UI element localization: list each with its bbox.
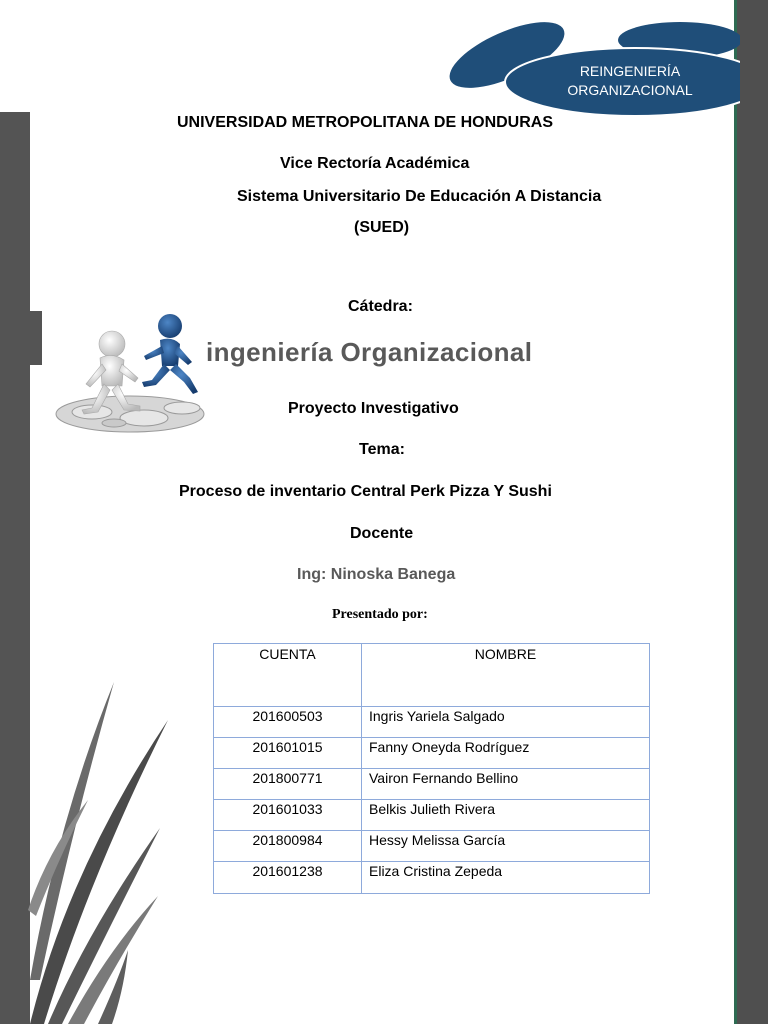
cell-cuenta: 201800984 [214,831,362,862]
cell-nombre: Ingris Yariela Salgado [362,707,650,738]
cell-nombre: Eliza Cristina Zepeda [362,862,650,894]
table-row [214,831,650,862]
table-row [214,738,650,769]
left-page-border [0,112,30,1024]
system-abbreviation: (SUED) [354,219,410,236]
project-topic: Proceso de inventario Central Perk Pizza Y Sushi [179,483,552,500]
teacher-label: Docente [350,525,414,542]
teacher-name: Ing: Ninoska Banega [297,566,456,583]
table-header-row [214,644,650,707]
gears-base [56,396,204,432]
header-cuenta: CUENTA [214,644,362,707]
header-label-line1: REINGENIERÍA [579,63,681,79]
table-row [214,800,650,831]
vice-rectory: Vice Rectoría Académica [280,155,470,172]
table-row [214,769,650,800]
course-title: ingeniería Organizacional [206,337,533,367]
students-table [213,643,650,894]
header-label-line2: ORGANIZACIONAL [567,82,693,98]
cell-cuenta: 201800771 [214,769,362,800]
cell-cuenta: 201601033 [214,800,362,831]
left-border-tab [30,311,42,365]
running-figures-gears-image [52,308,210,440]
grass-leaves-decoration [28,680,178,1024]
education-system: Sistema Universitario De Educación A Distancia [237,188,602,205]
green-edge-line [734,0,737,1024]
course-label: Cátedra: [348,298,413,315]
cell-nombre: Vairon Fernando Bellino [362,769,650,800]
cell-cuenta: 201601238 [214,862,362,894]
table-row [214,862,650,894]
project-type: Proyecto Investigativo [288,400,459,417]
cell-cuenta: 201600503 [214,707,362,738]
cell-nombre: Fanny Oneyda Rodríguez [362,738,650,769]
cell-nombre: Belkis Julieth Rivera [362,800,650,831]
header-nombre: NOMBRE [362,644,650,707]
blue-figure [142,314,198,394]
university-name: UNIVERSIDAD METROPOLITANA DE HONDURAS [177,114,554,131]
cell-cuenta: 201601015 [214,738,362,769]
table-row [214,707,650,738]
cell-nombre: Hessy Melissa García [362,831,650,862]
topic-label: Tema: [359,441,405,458]
header-label [530,62,730,100]
right-page-border [734,0,768,1024]
presented-by-label: Presentado por: [332,607,428,622]
